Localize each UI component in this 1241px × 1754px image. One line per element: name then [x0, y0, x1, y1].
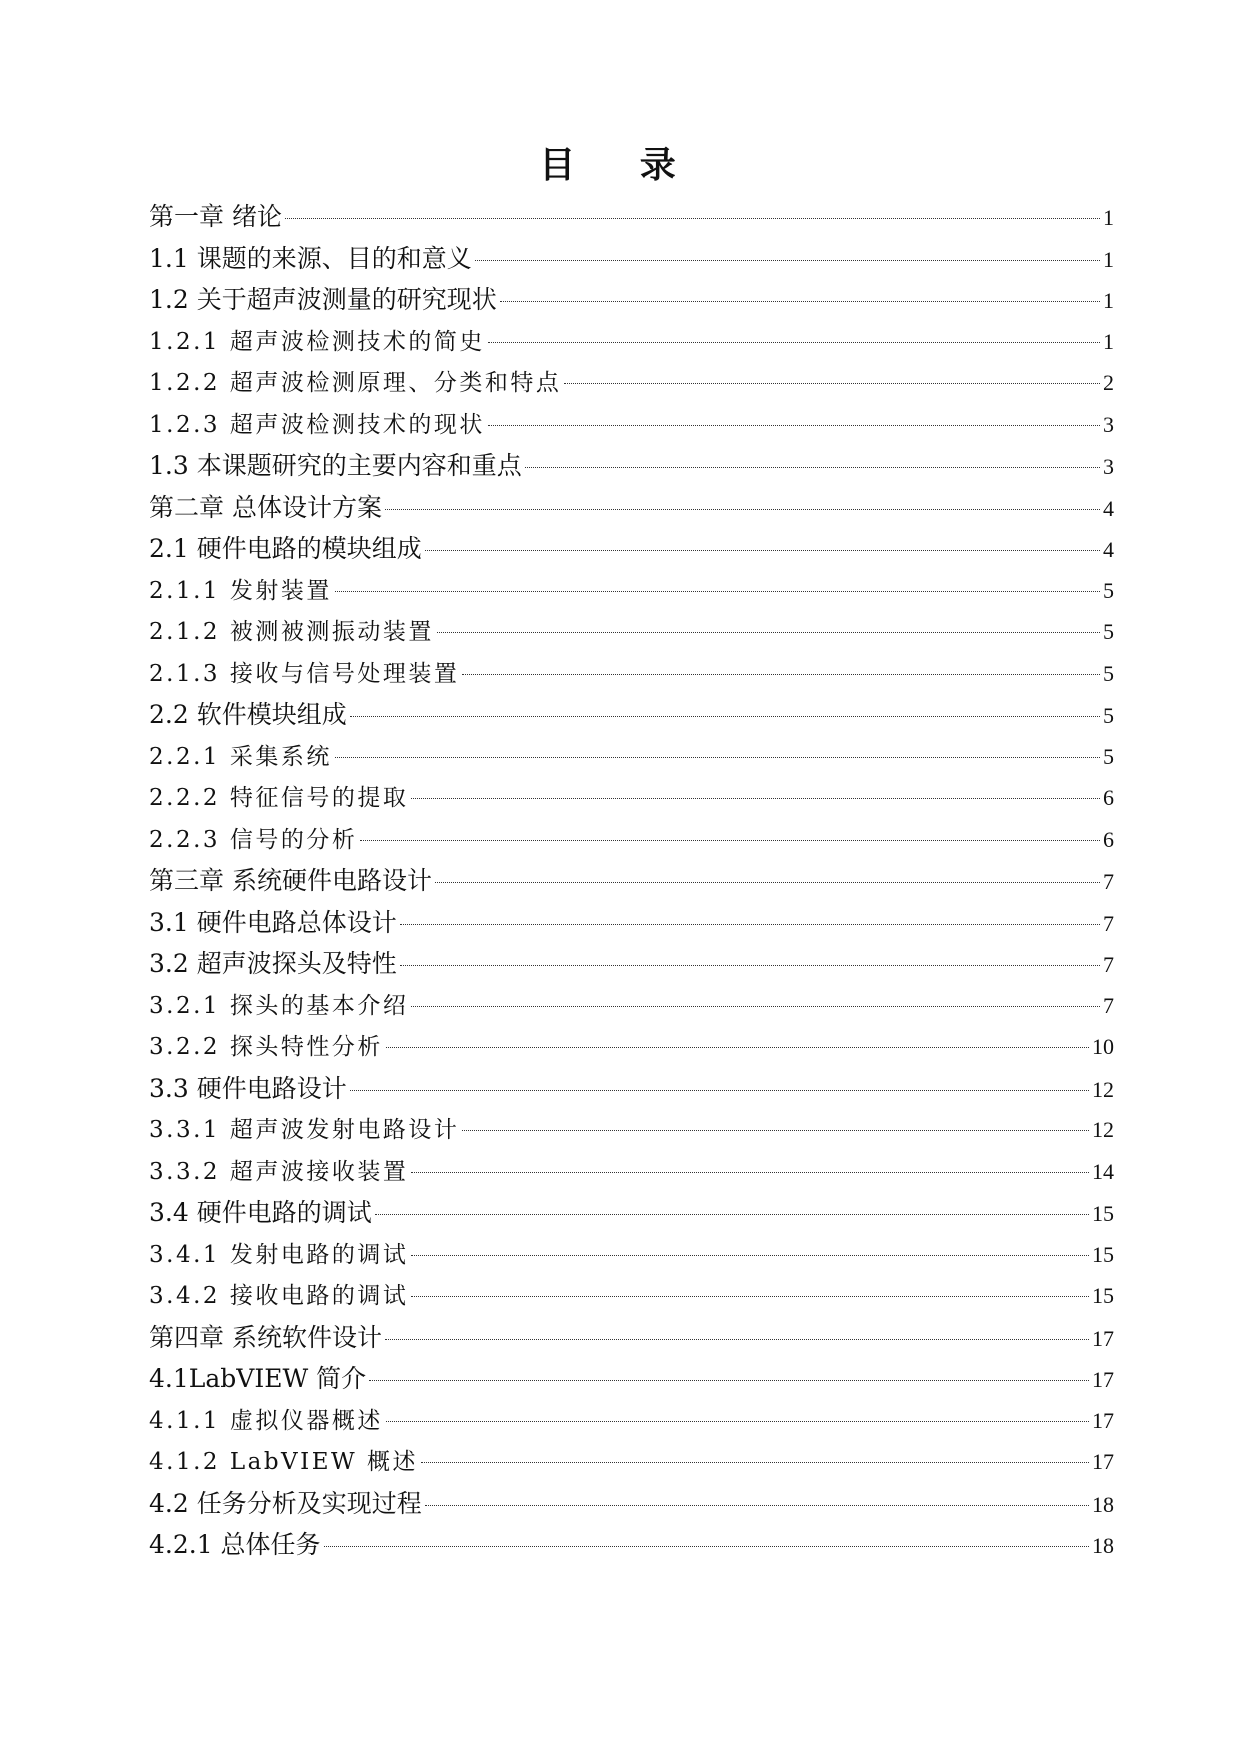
toc-entry-leader — [369, 1380, 1089, 1381]
toc-entry-page: 17 — [1092, 1367, 1114, 1392]
toc-entry-leader — [411, 798, 1100, 799]
toc-entry-leader — [386, 1421, 1089, 1422]
toc-entry-label: 2.1.3 接收与信号处理装置 — [149, 660, 460, 687]
toc-entry-leader — [411, 1172, 1089, 1173]
toc-entry-label: 3.3.1 超声波发射电路设计 — [149, 1117, 460, 1143]
toc-entry-page: 1 — [1103, 205, 1114, 230]
toc-entry[interactable] — [149, 1441, 1114, 1483]
toc-entry-page: 15 — [1092, 1283, 1114, 1308]
toc-entry-page: 1 — [1103, 246, 1114, 272]
toc-entry[interactable] — [149, 1524, 1114, 1566]
toc-entry-page: 5 — [1103, 703, 1114, 728]
toc-entry-page: 12 — [1092, 1117, 1114, 1142]
toc-entry-page: 17 — [1092, 1407, 1114, 1433]
toc-entry-leader — [462, 1130, 1089, 1131]
toc-entry-leader — [488, 425, 1100, 426]
toc-entry-page: 4 — [1103, 495, 1114, 521]
toc-entry-leader — [488, 342, 1100, 343]
toc-entry-label: 2.2.1 采集系统 — [149, 743, 332, 770]
toc-entry[interactable] — [149, 777, 1114, 819]
toc-entry-label: 3.2.2 探头特性分析 — [149, 1034, 383, 1060]
toc-entry[interactable] — [149, 1275, 1114, 1317]
toc-entry-page: 14 — [1092, 1158, 1114, 1184]
toc-entry-label: 2.2 软件模块组成 — [149, 700, 347, 729]
toc-entry-label: 4.2.1 总体任务 — [149, 1530, 321, 1559]
toc-entry[interactable] — [149, 1483, 1114, 1525]
toc-entry-label: 2.1 硬件电路的模块组成 — [149, 534, 422, 563]
toc-entry[interactable] — [149, 1068, 1114, 1110]
toc-entry[interactable] — [149, 1234, 1114, 1276]
toc-entry[interactable] — [149, 1151, 1114, 1193]
toc-entry-label: 3.2.1 探头的基本介绍 — [149, 992, 409, 1019]
toc-entry-leader — [411, 1255, 1089, 1256]
toc-entry-leader — [350, 716, 1100, 717]
toc-entry-label: 4.1.1 虚拟仪器概述 — [149, 1407, 383, 1434]
toc-entry[interactable] — [149, 487, 1114, 529]
toc-entry-leader — [375, 1214, 1089, 1215]
toc-entry-page: 5 — [1103, 660, 1114, 686]
toc-entry[interactable] — [149, 570, 1114, 612]
toc-entry-leader — [385, 509, 1100, 510]
toc-entry-leader — [360, 840, 1100, 841]
toc-entry-page: 7 — [1103, 952, 1114, 977]
toc-entry-label: 第一章 绪论 — [149, 202, 282, 231]
toc-entry[interactable] — [149, 694, 1114, 736]
toc-entry-label: 第二章 总体设计方案 — [149, 492, 382, 522]
toc-entry-leader — [435, 882, 1100, 883]
toc-entry-leader — [335, 591, 1100, 592]
toc-entry-page: 7 — [1103, 992, 1114, 1018]
toc-entry-label: 1.2 关于超声波测量的研究现状 — [149, 285, 497, 314]
toc-entry-page: 1 — [1103, 288, 1114, 313]
toc-entry-label: 3.3 硬件电路设计 — [149, 1073, 347, 1103]
toc-entry[interactable] — [149, 611, 1114, 653]
toc-entry[interactable] — [149, 1192, 1114, 1234]
toc-entry-page: 12 — [1092, 1076, 1114, 1102]
toc-entry-label: 4.1.2 LabVIEW 概述 — [149, 1449, 418, 1475]
toc-entry-label: 4.1LabVIEW 简介 — [149, 1364, 367, 1393]
toc-entry-leader — [386, 1047, 1089, 1048]
toc-entry-page: 3 — [1103, 454, 1114, 479]
toc-entry-page: 10 — [1092, 1034, 1114, 1059]
toc-entry[interactable] — [149, 985, 1114, 1027]
toc-entry-page: 5 — [1103, 577, 1114, 603]
toc-entry[interactable] — [149, 860, 1114, 902]
toc-entry-leader — [285, 218, 1100, 219]
toc-entry[interactable] — [149, 279, 1114, 321]
toc-entry[interactable] — [149, 445, 1114, 487]
toc-entry-leader — [421, 1462, 1089, 1463]
toc-entry-page: 6 — [1103, 826, 1114, 852]
toc-entry-leader — [385, 1339, 1089, 1340]
toc-entry-label: 第三章 系统硬件电路设计 — [149, 866, 432, 895]
toc-entry-label: 3.4.2 接收电路的调试 — [149, 1283, 409, 1309]
toc-entry[interactable] — [149, 404, 1114, 446]
toc-entry-leader — [400, 965, 1100, 966]
toc-entry-label: 2.1.2 被测被测振动装置 — [149, 619, 434, 645]
toc-entry[interactable] — [149, 943, 1114, 985]
toc-entry-leader — [564, 383, 1100, 384]
toc-entry-page: 15 — [1092, 1201, 1114, 1226]
toc-entry-page: 1 — [1103, 328, 1114, 354]
toc-entry[interactable] — [149, 736, 1114, 778]
toc-entry[interactable] — [149, 902, 1114, 944]
toc-entry[interactable] — [149, 653, 1114, 695]
toc-entry-leader — [411, 1296, 1089, 1297]
toc-entry-page: 17 — [1092, 1325, 1114, 1351]
toc-entry-page: 7 — [1103, 869, 1114, 894]
toc-entry[interactable] — [149, 238, 1114, 280]
toc-entry-label: 1.1 课题的来源、目的和意义 — [149, 243, 472, 273]
toc-entry-leader — [400, 924, 1100, 925]
toc-entry-leader — [437, 632, 1100, 633]
toc-list — [149, 196, 1114, 1566]
toc-entry[interactable] — [149, 1109, 1114, 1151]
toc-entry[interactable] — [149, 1358, 1114, 1400]
toc-entry-label: 3.3.2 超声波接收装置 — [149, 1158, 409, 1185]
toc-entry-leader — [500, 301, 1100, 302]
toc-entry-page: 18 — [1092, 1533, 1114, 1558]
toc-entry-leader — [324, 1546, 1089, 1547]
toc-entry-page: 5 — [1103, 743, 1114, 769]
toc-entry[interactable] — [149, 1026, 1114, 1068]
toc-entry[interactable] — [149, 1400, 1114, 1442]
toc-entry-page: 4 — [1103, 537, 1114, 562]
toc-entry-leader — [425, 1505, 1089, 1506]
toc-entry-label: 2.1.1 发射装置 — [149, 577, 332, 604]
toc-entry-label: 3.1 硬件电路总体设计 — [149, 907, 397, 937]
toc-entry-leader — [462, 674, 1100, 675]
toc-entry-label: 3.2 超声波探头及特性 — [149, 949, 397, 978]
toc-entry-label: 3.4 硬件电路的调试 — [149, 1198, 372, 1227]
toc-entry-label: 1.2.3 超声波检测技术的现状 — [149, 411, 485, 438]
toc-entry-label: 1.2.1 超声波检测技术的简史 — [149, 328, 485, 355]
toc-entry-label: 2.2.2 特征信号的提取 — [149, 785, 409, 811]
toc-entry-page: 3 — [1103, 411, 1114, 437]
toc-entry[interactable] — [149, 362, 1114, 404]
toc-entry-leader — [525, 467, 1100, 468]
toc-entry[interactable] — [149, 528, 1114, 570]
toc-entry-label: 4.2 任务分析及实现过程 — [149, 1488, 422, 1518]
toc-entry-page: 15 — [1092, 1241, 1114, 1267]
toc-entry-page: 7 — [1103, 910, 1114, 936]
toc-entry-label: 第四章 系统软件设计 — [149, 1322, 382, 1352]
toc-entry[interactable] — [149, 321, 1114, 363]
toc-entry-page: 18 — [1092, 1491, 1114, 1517]
toc-entry-label: 3.4.1 发射电路的调试 — [149, 1241, 409, 1268]
toc-entry-leader — [335, 757, 1100, 758]
toc-entry-page: 6 — [1103, 785, 1114, 810]
toc-title: 目 录 — [539, 145, 702, 186]
toc-entry-page: 17 — [1092, 1449, 1114, 1474]
toc-entry-leader — [350, 1090, 1089, 1091]
toc-entry-leader — [411, 1006, 1100, 1007]
toc-entry-label: 1.3 本课题研究的主要内容和重点 — [149, 451, 522, 480]
toc-entry[interactable] — [149, 1317, 1114, 1359]
toc-entry-page: 2 — [1103, 370, 1114, 395]
toc-entry[interactable] — [149, 196, 1114, 238]
toc-entry[interactable] — [149, 819, 1114, 861]
toc-entry-page: 5 — [1103, 619, 1114, 644]
toc-entry-label: 2.2.3 信号的分析 — [149, 826, 358, 853]
toc-entry-leader — [425, 550, 1100, 551]
toc-entry-label: 1.2.2 超声波检测原理、分类和特点 — [149, 370, 562, 396]
toc-entry-leader — [475, 260, 1100, 261]
